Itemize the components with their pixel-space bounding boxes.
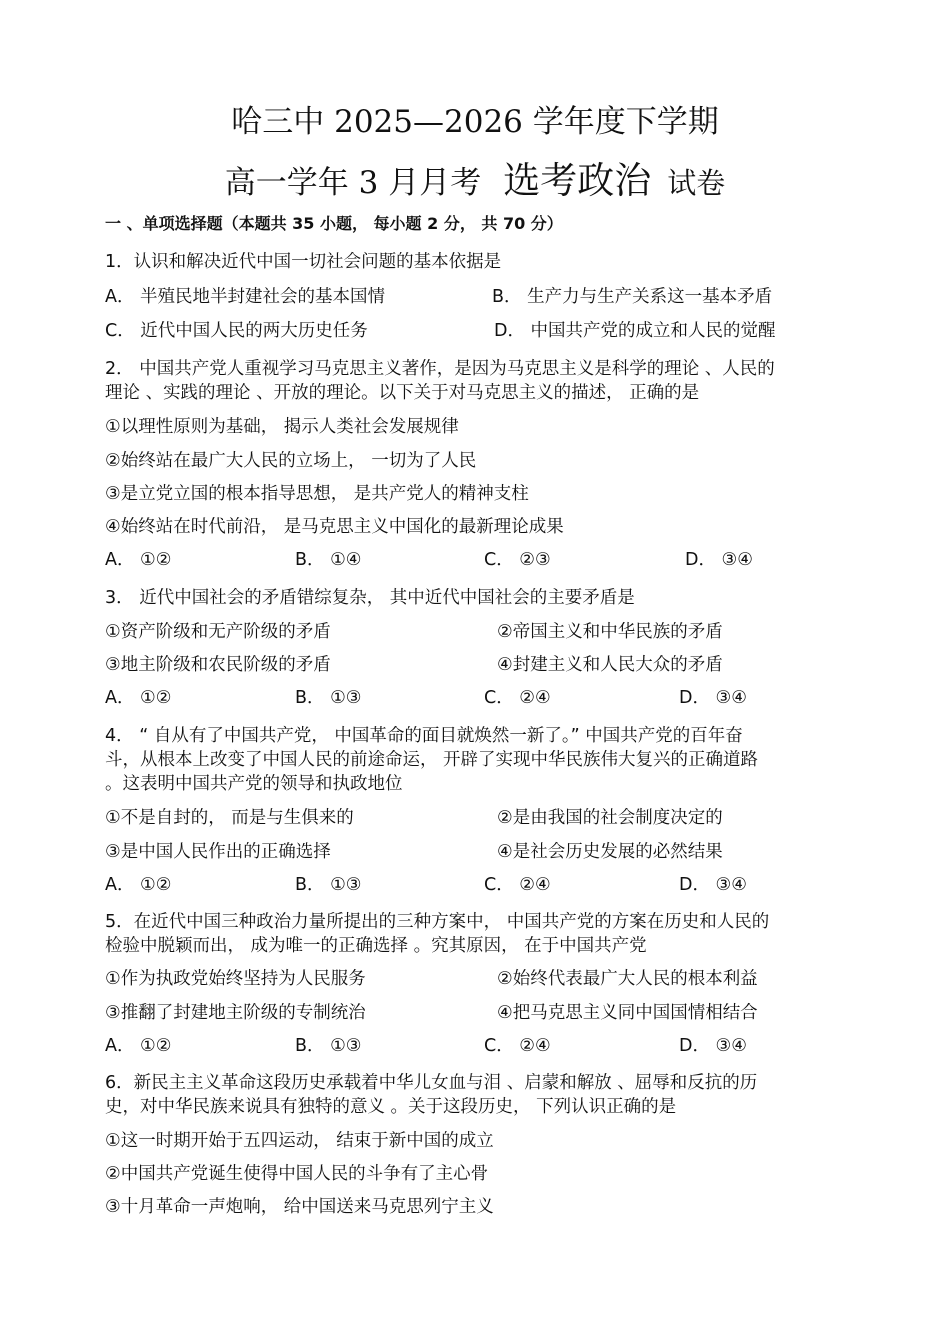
exam-title-line2 xyxy=(0,156,950,208)
question-1-option-a: A． 半殖民地半封建社会的基本国情 xyxy=(105,287,386,307)
question-5-option-d: D． ③④ xyxy=(679,1036,747,1056)
question-5-option-b: B． ①③ xyxy=(295,1036,362,1056)
question-4-stem-line2: 斗，从根本上改变了中国人民的前途命运， 开辟了实现中华民族伟大复兴的正确道路 xyxy=(105,750,759,770)
question-4-option-d: D． ③④ xyxy=(679,875,747,895)
question-3-stem: 3． 近代中国社会的矛盾错综复杂， 其中近代中国社会的主要矛盾是 xyxy=(105,588,635,608)
exam-title-subject: 选考政治 xyxy=(503,159,652,202)
question-4-stem-line1: 4． “ 自从有了中国共产党， 中国革命的面目就焕然一新了。” 中国共产党的百年奋 xyxy=(105,726,743,746)
question-5-option-a: A． ①② xyxy=(105,1036,172,1056)
question-2-item-2: ②始终站在最广大人民的立场上， 一切为了人民 xyxy=(105,451,477,471)
question-6-item-3: ③十月革命一声炮响， 给中国送来马克思列宁主义 xyxy=(105,1197,494,1217)
question-3-item-3: ③地主阶级和农民阶级的矛盾 xyxy=(105,655,331,675)
question-1-option-c: C． 近代中国人民的两大历史任务 xyxy=(105,321,368,341)
question-4-option-a: A． ①② xyxy=(105,875,172,895)
question-2-stem-line2: 理论 、实践的理论 、开放的理论。以下关于对马克思主义的描述， 正确的是 xyxy=(105,383,700,403)
question-4-item-4: ④是社会历史发展的必然结果 xyxy=(497,842,723,862)
question-4-item-3: ③是中国人民作出的正确选择 xyxy=(105,842,331,862)
question-3-item-4: ④封建主义和人民大众的矛盾 xyxy=(497,655,723,675)
question-2-stem-line1: 2． 中国共产党人重视学习马克思主义著作，是因为马克思主义是科学的理论 、人民的 xyxy=(105,359,775,379)
section-header: 一 、单项选择题（本题共 35 小题， 每小题 2 分， 共 70 分） xyxy=(105,214,563,233)
exam-title-grade: 高一学年 3 月月考 xyxy=(224,165,482,201)
question-5-item-1: ①作为执政党始终坚持为人民服务 xyxy=(105,969,366,989)
question-3-option-b: B． ①③ xyxy=(295,688,362,708)
question-6-item-2: ②中国共产党诞生使得中国人民的斗争有了主心骨 xyxy=(105,1164,489,1184)
question-3-option-a: A． ①② xyxy=(105,688,172,708)
question-5-item-2: ②始终代表最广大人民的根本利益 xyxy=(497,969,758,989)
question-5-stem-line1: 5．在近代中国三种政治力量所提出的三种方案中， 中国共产党的方案在历史和人民的 xyxy=(105,912,770,932)
question-5-item-4: ④把马克思主义同中国国情相结合 xyxy=(497,1003,758,1023)
question-2-item-4: ④始终站在时代前沿， 是马克思主义中国化的最新理论成果 xyxy=(105,517,564,537)
question-6-item-1: ①这一时期开始于五四运动， 结束于新中国的成立 xyxy=(105,1131,494,1151)
question-2-option-c: C． ②③ xyxy=(484,550,551,570)
question-6-stem-line2: 史，对中华民族来说具有独特的意义 。关于这段历史， 下列认识正确的是 xyxy=(105,1097,677,1117)
question-4-option-b: B． ①③ xyxy=(295,875,362,895)
question-1-stem: 1．认识和解决近代中国一切社会问题的基本依据是 xyxy=(105,252,502,272)
question-2-item-3: ③是立党立国的根本指导思想， 是共产党人的精神支柱 xyxy=(105,484,529,504)
question-6-stem-line1: 6．新民主主义革命这段历史承载着中华儿女血与泪 、启蒙和解放 、屈辱和反抗的历 xyxy=(105,1073,758,1093)
question-3-option-c: C． ②④ xyxy=(484,688,551,708)
question-3-option-d: D． ③④ xyxy=(679,688,747,708)
question-2-item-1: ①以理性原则为基础， 揭示人类社会发展规律 xyxy=(105,417,459,437)
question-5-item-3: ③推翻了封建地主阶级的专制统治 xyxy=(105,1003,366,1023)
question-2-option-d: D． ③④ xyxy=(685,550,753,570)
question-2-option-b: B． ①④ xyxy=(295,550,362,570)
question-2-option-a: A． ①② xyxy=(105,550,172,570)
question-5-stem-line2: 检验中脱颖而出， 成为唯一的正确选择 。究其原因， 在于中国共产党 xyxy=(105,936,647,956)
question-3-item-1: ①资产阶级和无产阶级的矛盾 xyxy=(105,622,331,642)
question-1-option-b: B． 生产力与生产关系这一基本矛盾 xyxy=(492,287,773,307)
exam-title-line1: 哈三中 2025—2026 学年度下学期 xyxy=(231,104,719,140)
question-3-item-2: ②帝国主义和中华民族的矛盾 xyxy=(497,622,723,642)
question-5-option-c: C． ②④ xyxy=(484,1036,551,1056)
question-4-item-1: ①不是自封的， 而是与生俱来的 xyxy=(105,808,354,828)
question-4-option-c: C． ②④ xyxy=(484,875,551,895)
question-1-option-d: D． 中国共产党的成立和人民的觉醒 xyxy=(494,321,776,341)
question-4-item-2: ②是由我国的社会制度决定的 xyxy=(497,808,723,828)
exam-title-paper: 试卷 xyxy=(667,166,726,200)
question-4-stem-line3: 。这表明中国共产党的领导和执政地位 xyxy=(105,774,403,794)
